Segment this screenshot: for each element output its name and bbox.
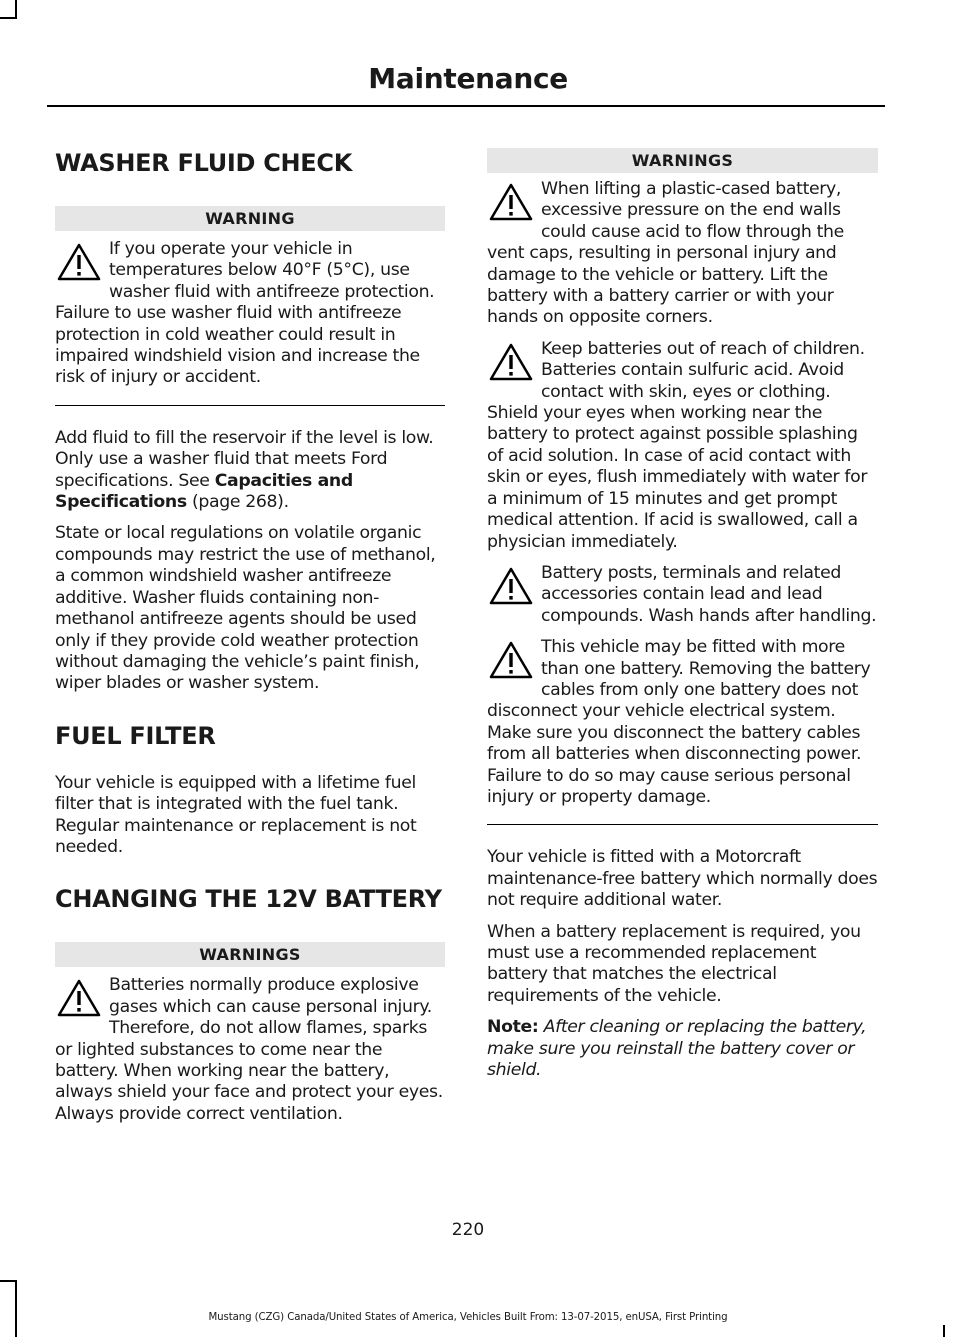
paragraph: Your vehicle is equipped with a lifetime fuel filter that is integrated with the fuel tank. Regular maintenance or replacement is not needed. — [55, 772, 417, 857]
warning-block — [55, 239, 445, 389]
warning-triangle-icon — [487, 339, 541, 393]
warnings-title-bar: WARNINGS — [55, 942, 445, 967]
page-number: 220 — [451, 1220, 485, 1240]
warning-end-rule — [487, 824, 878, 825]
crop-mark — [943, 1325, 945, 1337]
washer-fluid-heading: WASHER FLUID CHECK — [55, 149, 353, 177]
fuel-filter-heading: FUEL FILTER — [55, 721, 216, 750]
crop-mark — [15, 1280, 17, 1337]
warning-text: Batteries normally produce explosive gases which can cause personal injury. Therefore, do not allow flames, sparks or lighted substances to come near the battery. When working near the battery, always shield your face and protect your eyes. Always provide correct ventilation. — [55, 975, 443, 1124]
note-label: Note: — [487, 1017, 539, 1038]
crop-mark — [0, 1280, 17, 1282]
warning-triangle-icon — [487, 563, 541, 617]
warning-triangle-icon — [55, 975, 109, 1029]
footer-text: Mustang (CZG) Canada/United States of America, Vehicles Built From: 13-07-2015, enUSA, First Printing — [208, 1312, 728, 1323]
warnings-title-bar: WARNINGS — [487, 148, 878, 173]
warning-text: This vehicle may be fitted with more than one battery. Removing the battery cables from only one battery does not disconnect your vehicle electrical system. Make sure you disconnect the battery cables from all batteries when disconnecting power. Failure to do so may cause serious personal injury or property damage. — [487, 637, 871, 807]
warning-block — [487, 637, 878, 808]
battery-heading: CHANGING THE 12V BATTERY — [55, 885, 442, 914]
warning-text: Keep batteries out of reach of children. Batteries contain sulfuric acid. Avoid contact with skin, eyes or clothing. Shield your eyes when working near the battery to protect against possible splashing of acid solution. In case of acid contact with skin or eyes, flush immediately with water for a minimum of 15 minutes and get prompt medical attention. If acid is swallowed, call a physician immediately. — [487, 338, 868, 552]
warning-end-rule — [55, 405, 445, 406]
right-column — [487, 148, 878, 1091]
warning-title-bar: WARNING — [55, 206, 445, 231]
note-paragraph — [487, 1017, 878, 1081]
warning-block — [55, 975, 445, 1125]
warning-triangle-icon — [55, 239, 109, 293]
paragraph: Your vehicle is fitted with a Motorcraft maintenance-free battery which normally does not require additional water. — [487, 847, 878, 911]
warning-block — [487, 179, 878, 329]
warning-text: If you operate your vehicle in temperatures below 40°F (5°C), use washer fluid with antifreeze protection. Failure to use washer fluid with antifreeze protection in cold weather could result in impaired windshield vision and increase the risk of injury or accident. — [55, 239, 435, 388]
note-text: After cleaning or replacing the battery, make sure you reinstall the battery cover or shield. — [487, 1017, 867, 1081]
left-column — [55, 140, 445, 1125]
warning-block — [487, 563, 878, 627]
page-reference: (page 268). — [186, 492, 289, 513]
header-divider — [47, 105, 885, 107]
warning-text: Battery posts, terminals and related accessories contain lead and lead compounds. Wash hands after handling. — [541, 562, 877, 626]
warning-triangle-icon — [487, 637, 541, 691]
warning-text: When lifting a plastic-cased battery, excessive pressure on the end walls could cause acid to flow through the vent caps, resulting in personal injury and damage to the vehicle or battery. Lift the battery with a battery carrier or with your hands on opposite corners. — [487, 179, 844, 328]
paragraph-text: Add fluid to fill the reservoir if the level is low. Only use a washer fluid that meets Ford specifications. See — [55, 427, 434, 491]
warning-block — [487, 339, 878, 553]
cross-reference-link[interactable]: Capacities and Specifications — [55, 470, 353, 513]
paragraph: State or local regulations on volatile organic compounds may restrict the use of methanol, a common windshield washer antifreeze additive. Washer fluids containing non-methanol antifreeze agents should be used only if they provide cold weather protection without damaging the vehicle’s paint finish, wiper blades or washer system. — [55, 523, 436, 694]
crop-mark — [15, 0, 17, 18]
crop-mark — [0, 17, 17, 19]
section-title: Maintenance — [368, 62, 568, 95]
warning-triangle-icon — [487, 179, 541, 233]
paragraph — [55, 428, 445, 514]
paragraph: When a battery replacement is required, you must use a recommended replacement battery that matches the electrical requirements of the vehicle. — [487, 921, 861, 1006]
